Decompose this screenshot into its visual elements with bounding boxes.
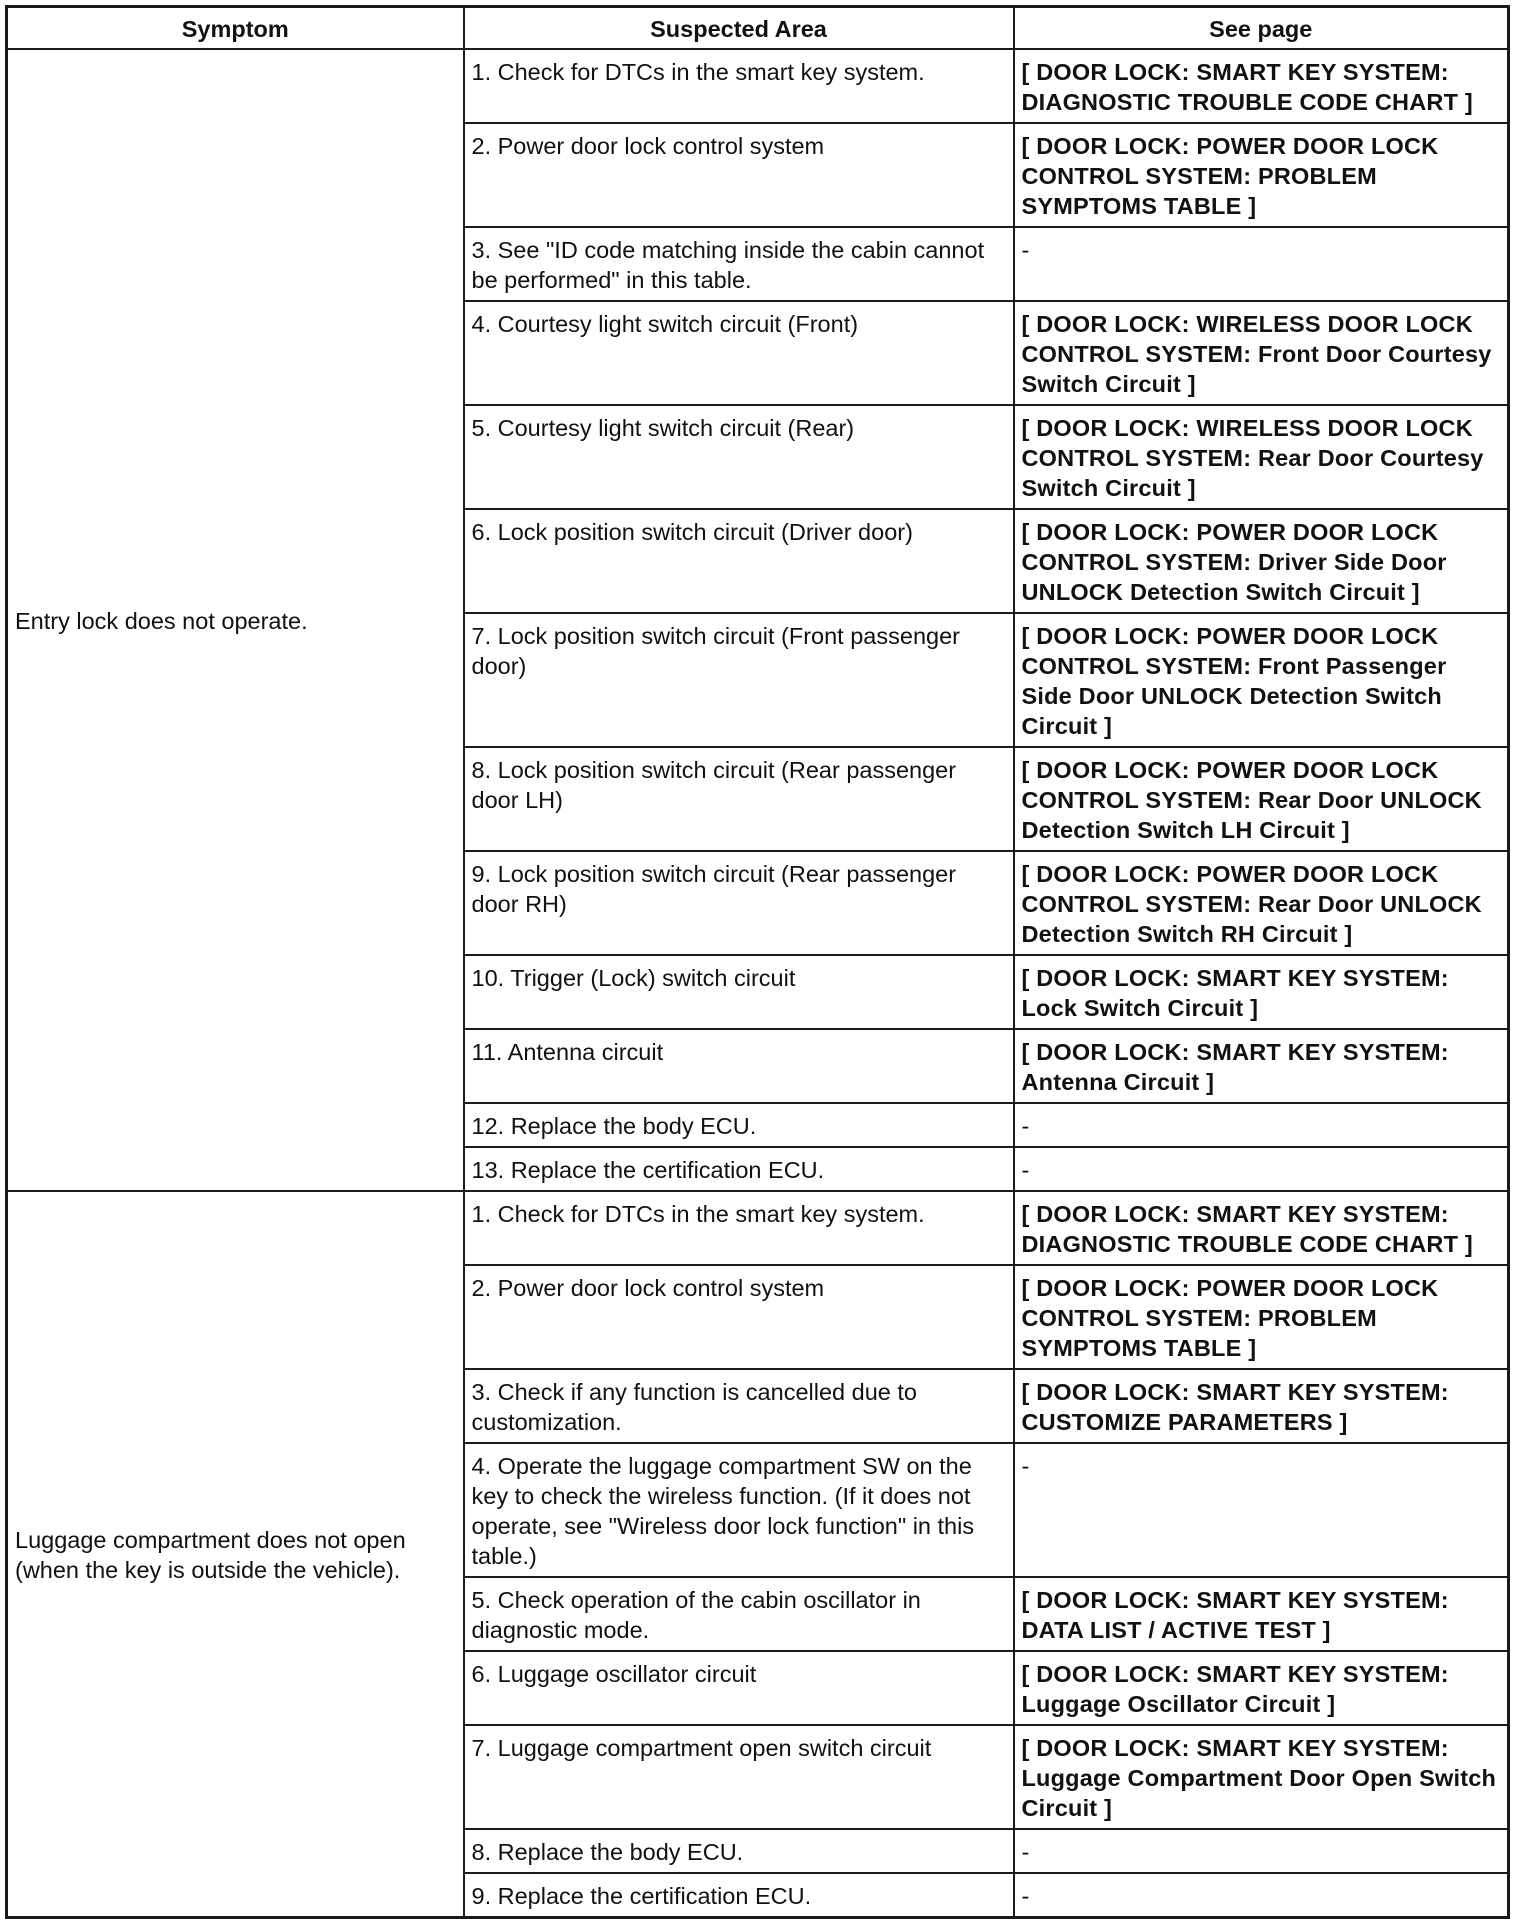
see-page-cell: [ DOOR LOCK: WIRELESS DOOR LOCK CONTROL SYSTEM: Front Door Courtesy Switch Circuit ] <box>1014 301 1509 405</box>
suspected-area-cell: 11. Antenna circuit <box>464 1029 1014 1103</box>
see-page-cell: [ DOOR LOCK: POWER DOOR LOCK CONTROL SYSTEM: Front Passenger Side Door UNLOCK Detection Switch Circuit ] <box>1014 613 1509 747</box>
suspected-area-cell: 4. Operate the luggage compartment SW on the key to check the wireless function. (If it does not operate, see "Wireless door lock function" in this table.) <box>464 1443 1014 1577</box>
see-page-cell: [ DOOR LOCK: SMART KEY SYSTEM: Lock Switch Circuit ] <box>1014 955 1509 1029</box>
see-page-cell: - <box>1014 1443 1509 1577</box>
see-page-cell: [ DOOR LOCK: SMART KEY SYSTEM: DIAGNOSTIC TROUBLE CODE CHART ] <box>1014 1191 1509 1265</box>
see-page-cell: - <box>1014 1103 1509 1147</box>
suspected-area-cell: 1. Check for DTCs in the smart key system. <box>464 1191 1014 1265</box>
suspected-area-cell: 13. Replace the certification ECU. <box>464 1147 1014 1191</box>
header-suspected-area: Suspected Area <box>464 7 1014 50</box>
table-row <box>7 49 1509 123</box>
see-page-cell: - <box>1014 1873 1509 1918</box>
suspected-area-cell: 8. Lock position switch circuit (Rear passenger door LH) <box>464 747 1014 851</box>
table-row <box>7 1191 1509 1265</box>
suspected-area-cell: 8. Replace the body ECU. <box>464 1829 1014 1873</box>
see-page-cell: [ DOOR LOCK: POWER DOOR LOCK CONTROL SYSTEM: PROBLEM SYMPTOMS TABLE ] <box>1014 123 1509 227</box>
suspected-area-cell: 1. Check for DTCs in the smart key system. <box>464 49 1014 123</box>
see-page-cell: [ DOOR LOCK: SMART KEY SYSTEM: Luggage Oscillator Circuit ] <box>1014 1651 1509 1725</box>
suspected-area-cell: 12. Replace the body ECU. <box>464 1103 1014 1147</box>
suspected-area-cell: 3. Check if any function is cancelled due to customization. <box>464 1369 1014 1443</box>
suspected-area-cell: 6. Luggage oscillator circuit <box>464 1651 1014 1725</box>
header-row <box>7 7 1509 50</box>
suspected-area-cell: 3. See "ID code matching inside the cabin cannot be performed" in this table. <box>464 227 1014 301</box>
see-page-cell: [ DOOR LOCK: WIRELESS DOOR LOCK CONTROL SYSTEM: Rear Door Courtesy Switch Circuit ] <box>1014 405 1509 509</box>
problem-symptoms-table <box>5 5 1510 1919</box>
table-container <box>5 5 1510 1919</box>
see-page-cell: - <box>1014 227 1509 301</box>
suspected-area-cell: 7. Luggage compartment open switch circuit <box>464 1725 1014 1829</box>
suspected-area-cell: 6. Lock position switch circuit (Driver door) <box>464 509 1014 613</box>
see-page-cell: - <box>1014 1829 1509 1873</box>
suspected-area-cell: 10. Trigger (Lock) switch circuit <box>464 955 1014 1029</box>
see-page-cell: [ DOOR LOCK: SMART KEY SYSTEM: Luggage Compartment Door Open Switch Circuit ] <box>1014 1725 1509 1829</box>
symptom-cell: Entry lock does not operate. <box>7 49 464 1191</box>
see-page-cell: - <box>1014 1147 1509 1191</box>
header-symptom: Symptom <box>7 7 464 50</box>
see-page-cell: [ DOOR LOCK: POWER DOOR LOCK CONTROL SYSTEM: Driver Side Door UNLOCK Detection Switch Circuit ] <box>1014 509 1509 613</box>
see-page-cell: [ DOOR LOCK: POWER DOOR LOCK CONTROL SYSTEM: Rear Door UNLOCK Detection Switch RH Circuit ] <box>1014 851 1509 955</box>
suspected-area-cell: 9. Replace the certification ECU. <box>464 1873 1014 1918</box>
see-page-cell: [ DOOR LOCK: SMART KEY SYSTEM: Antenna Circuit ] <box>1014 1029 1509 1103</box>
see-page-cell: [ DOOR LOCK: POWER DOOR LOCK CONTROL SYSTEM: Rear Door UNLOCK Detection Switch LH Circuit ] <box>1014 747 1509 851</box>
suspected-area-cell: 4. Courtesy light switch circuit (Front) <box>464 301 1014 405</box>
suspected-area-cell: 7. Lock position switch circuit (Front passenger door) <box>464 613 1014 747</box>
suspected-area-cell: 9. Lock position switch circuit (Rear passenger door RH) <box>464 851 1014 955</box>
suspected-area-cell: 2. Power door lock control system <box>464 123 1014 227</box>
see-page-cell: [ DOOR LOCK: SMART KEY SYSTEM: DATA LIST / ACTIVE TEST ] <box>1014 1577 1509 1651</box>
suspected-area-cell: 5. Check operation of the cabin oscillator in diagnostic mode. <box>464 1577 1014 1651</box>
see-page-cell: [ DOOR LOCK: SMART KEY SYSTEM: DIAGNOSTIC TROUBLE CODE CHART ] <box>1014 49 1509 123</box>
suspected-area-cell: 2. Power door lock control system <box>464 1265 1014 1369</box>
see-page-cell: [ DOOR LOCK: SMART KEY SYSTEM: CUSTOMIZE PARAMETERS ] <box>1014 1369 1509 1443</box>
see-page-cell: [ DOOR LOCK: POWER DOOR LOCK CONTROL SYSTEM: PROBLEM SYMPTOMS TABLE ] <box>1014 1265 1509 1369</box>
suspected-area-cell: 5. Courtesy light switch circuit (Rear) <box>464 405 1014 509</box>
header-see-page: See page <box>1014 7 1509 50</box>
symptom-cell: Luggage compartment does not open (when the key is outside the vehicle). <box>7 1191 464 1918</box>
